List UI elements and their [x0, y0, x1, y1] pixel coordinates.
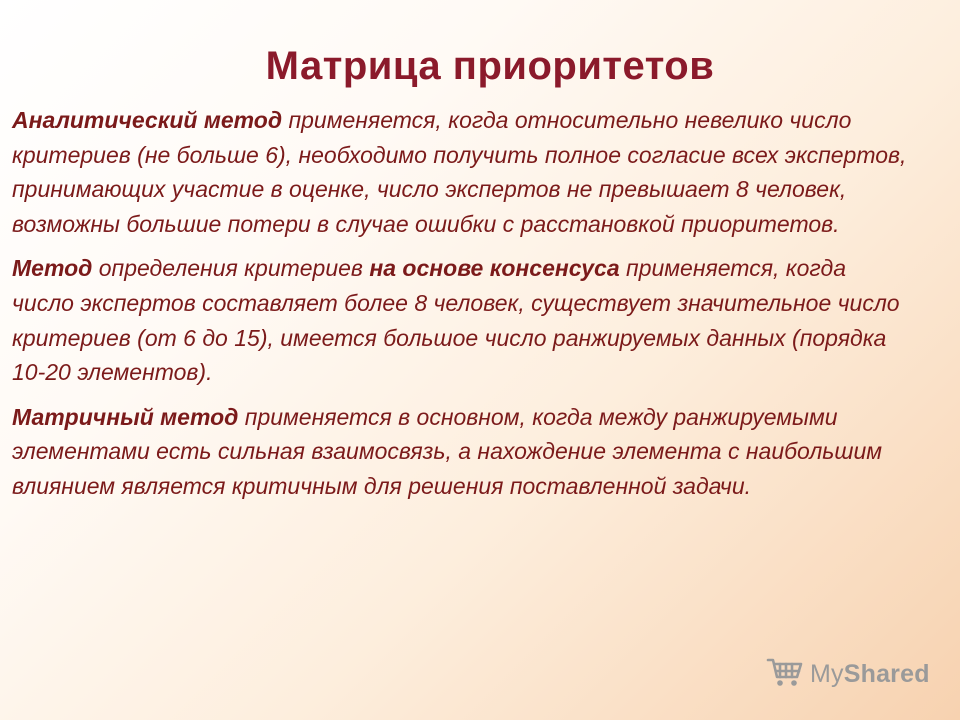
paragraph-analytic-method: [12, 103, 912, 241]
watermark-text-my: My: [810, 659, 844, 688]
paragraph-2-text-b: применяется, когда число экспертов составляет более 8 человек, существует значительное число критериев (от 6 до 15), имеется большое число ранжируемых данных (порядка 10-20 элементов).: [12, 255, 900, 386]
slide-title: Матрица приоритетов: [265, 44, 715, 88]
cart-icon: [766, 656, 804, 693]
paragraph-2-term-b: на основе консенсуса: [369, 255, 620, 282]
paragraph-2-term: Метод: [12, 255, 93, 282]
slide-body: [12, 103, 912, 514]
paragraph-1-term: Аналитический метод: [12, 107, 283, 133]
watermark-text: [810, 660, 930, 689]
watermark-text-shared: Shared: [843, 659, 930, 688]
paragraph-2-text-a: определения критериев: [92, 255, 370, 282]
paragraph-3-text: применяется в основном, когда между ранжируемыми элементами есть сильная взаимосвязь, а нахождение элемента с наибольшим влиянием является критичным для решения поставленной задачи.: [12, 403, 883, 499]
paragraph-matrix-method: [12, 400, 912, 504]
paragraph-consensus-method: [12, 251, 912, 389]
paragraph-1-text: применяется, когда относительно невелико число критериев (не больше 6), необходимо получить полное согласие всех экспертов, принимающих участие в оценке, число экспертов не превышает 8 человек, возможны большие потери в случае ошибки с расстановкой приоритетов.: [12, 107, 907, 237]
myshared-watermark[interactable]: [766, 657, 930, 691]
paragraph-3-term: Матричный метод: [12, 403, 239, 430]
